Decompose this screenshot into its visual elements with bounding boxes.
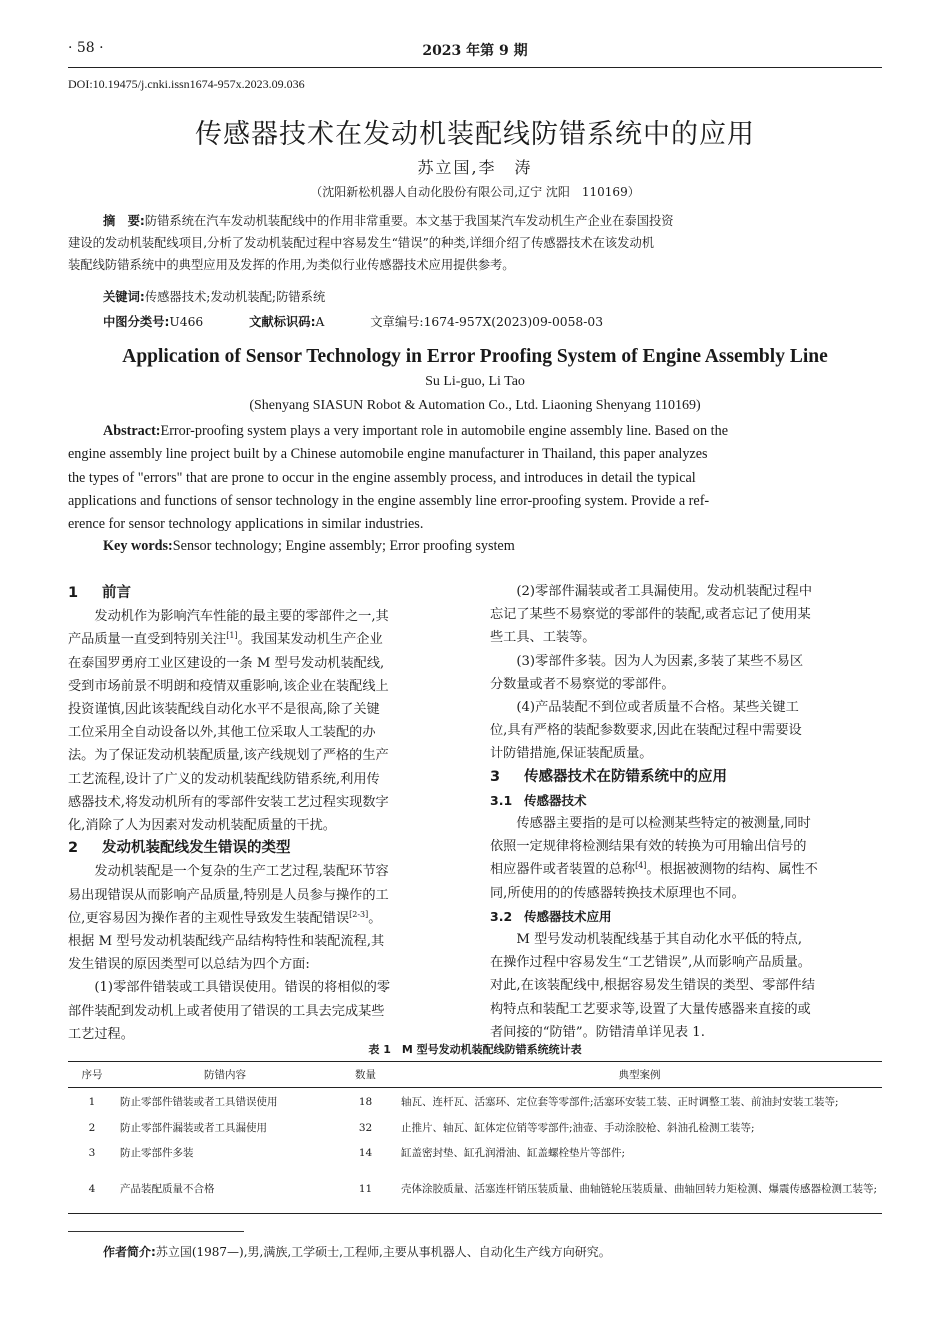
table-cell: 缸盖密封垫、缸孔润滑油、缸盖螺栓垫片等部件; [401,1147,626,1159]
list-item-line: 分数量或者不易察觉的零部件。 [490,676,675,692]
paragraph-line: 同,所使用的的传感器转换技术原理也不同。 [490,885,745,901]
table-row [68,1116,882,1141]
affiliation-cn: （沈阳新松机器人自动化股份有限公司,辽宁 沈阳 110169） [310,185,640,199]
section-1-heading [68,582,460,605]
keywords-cn-label: 关键词: [103,290,145,304]
authors-en: Su Li-guo, Li Tao [425,374,525,389]
doc-code-value: A [315,315,325,329]
table-cell: 18 [358,1095,373,1108]
paragraph-line: 法。为了保证发动机装配质量,该产线规划了严格的生产 [68,748,389,764]
section-3-1-title: 传感器技术 [524,792,587,808]
paragraph-line: 投资谨慎,因此该装配线自动化水平不是很高,除了关键 [68,702,380,717]
running-header [68,40,882,62]
paragraph-line: 传感器主要指的是可以检测某些特定的被测量,同时 [516,816,811,831]
table-cell: 2 [88,1122,96,1134]
citation-ref: [4] [635,861,647,871]
table-row [68,1141,882,1166]
section-3-2-title: 传感器技术应用 [524,908,612,924]
table-header-cell: 序号 [68,1062,116,1088]
affiliation-en: (Shenyang SIASUN Robot & Automation Co., Ltd. Liaoning Shenyang 110169) [249,398,701,413]
section-2-number: 2 [68,840,79,857]
table-cell: 产品装配质量不合格 [116,1166,334,1214]
keywords-cn [103,287,325,305]
abstract-cn-line: 建设的发动机装配线项目,分析了发动机装配过程中容易发生“错误”的种类,详细介绍了传感器技术在该发动机 [68,236,655,250]
abstract-cn-line: 装配线防错系统中的典型应用及发挥的作用,为类似行业传感器技术应用提供参考。 [68,258,515,272]
abstract-cn-line: 防错系统在汽车发动机装配线中的作用非常重要。本文基于我国某汽车发动机生产企业在泰国投资 [144,214,674,228]
doc-code-label: 文献标识码: [249,315,316,329]
doi: DOI:10.19475/j.cnki.issn1674-957x.2023.09.036 [68,77,305,91]
footnote-text: 苏立国(1987—),男,满族,工学硕士,工程师,主要从事机器人、自动化生产线方向研究。 [155,1245,611,1259]
paragraph-line: 发动机作为影响汽车性能的最主要的零部件之一,其 [94,609,389,625]
list-item-line: (4)产品装配不到位或者质量不合格。某些关键工 [516,700,799,716]
abstract-en [68,420,882,536]
title-en: Application of Sensor Technology in Error Proofing System of Engine Assembly Line [122,346,828,367]
footnote-label: 作者简介: [103,1245,156,1259]
table-cell: 壳体涂胶质量、活塞连杆销压装质量、曲轴链轮压装质量、曲轴回转力矩检测、爆震传感器检测工装等; [397,1166,882,1214]
paragraph-line: 构特点和装配工艺要求等,设置了大量传感器来直接的或 [490,1001,811,1017]
paragraph-line: 位,更容易因为操作者的主观性导致发生装配错误[2-3]。 [68,909,382,926]
paragraph-line: 依照一定规律将检测结果有效的转换为可用输出信号的 [490,839,807,855]
abstract-en-line: the types of "errors" that are prone to occur in the engine assembly process, and introduces in detail the typical [68,469,696,486]
paragraph-line: 受到市场前景不明朗和疫情双重影响,该企业在装配线上 [68,678,389,694]
keywords-en [103,538,515,555]
citation-ref: [2-3] [349,909,369,919]
table-cell: 防止零部件多装 [120,1147,194,1159]
section-3-1-heading [490,789,882,812]
section-3-2-number: 3.2 [490,908,513,924]
list-item-line: (3)零部件多装。因为人为因素,多装了某些不易区 [516,653,804,669]
abstract-en-line: erence for sensor technology applications in similar industries. [68,516,424,533]
section-3-1-number: 3.1 [490,792,513,808]
paragraph-line: 者间接的“防错”。防错清单详见表 1. [490,1024,705,1040]
table-cell: 14 [358,1147,373,1159]
section-2-title: 发动机装配线发生错误的类型 [102,840,291,857]
header-rule [68,67,882,68]
title-cn: 传感器技术在发动机装配线防错系统中的应用 [195,119,755,150]
paragraph-line: 感器技术,将发动机所有的零部件安装工艺过程实现数字 [68,794,389,810]
table-row [68,1166,882,1214]
classification-line [103,312,603,330]
list-item-line: 计防错措施,保证装配质量。 [490,746,653,762]
section-3-title: 传感器技术在防错系统中的应用 [524,768,727,785]
authors-cn: 苏立国,李 涛 [417,158,533,177]
abstract-en-line: applications and functions of sensor technology in the engine assembly line error-proofing system. Provide a ref- [68,492,710,509]
paragraph-line: 在泰国罗勇府工业区建设的一条 M 型号发动机装配线, [68,655,385,671]
section-1-title: 前言 [102,585,131,601]
keywords-en-text: Sensor technology; Engine assembly; Error proofing system [172,538,515,554]
table-header-row [68,1062,882,1088]
table-cell: 止推片、轴瓦、缸体定位销等零部件;油壶、手动涂胶枪、斜油孔检测工装等; [401,1122,755,1134]
right-column [490,580,882,1044]
page-number: · 58 · [68,40,104,56]
list-item-line: (2)零部件漏装或者工具漏使用。发动机装配过程中 [516,584,813,599]
paragraph-line: 对此,在该装配线中,根据容易发生错误的类型、零部件结 [490,978,815,994]
table-row [68,1088,882,1116]
table-cell: 32 [358,1122,373,1134]
paragraph-line: M 型号发动机装配线基于其自动化水平低的特点, [516,932,803,947]
paragraph-line: 根据 M 型号发动机装配线产品结构特性和装配流程,其 [68,934,385,950]
section-3-2-heading [490,905,882,928]
paragraph-line: 相应器件或者装置的总称[4]。根据被测物的结构、属性不 [490,861,818,878]
journal-issue: 2023 年第 9 期 [422,43,528,59]
clc-label: 中图分类号: [103,315,170,329]
list-item-line: 工艺过程。 [68,1026,134,1042]
paragraph-line: 工艺流程,设计了广义的发动机装配线防错系统,利用传 [68,771,380,787]
paragraph-line: 易出现错误从而影响产品质量,特别是人员参与操作的工 [68,887,389,903]
section-1-number: 1 [68,585,79,601]
paragraph-line: 产品质量一直受到特别关注[1]。我国某发动机生产企业 [68,631,383,648]
section-3-number: 3 [490,768,501,785]
footnote-rule [68,1231,244,1232]
table-cell: 11 [334,1166,397,1214]
table-cell: 3 [88,1147,96,1159]
paragraph-line: 化,消除了人为因素对发动机装配质量的干扰。 [68,818,336,834]
table-caption: 表 1 M 型号发动机装配线防错系统统计表 [368,1043,582,1056]
abstract-cn-label: 摘 要: [103,214,145,228]
table-cell: 防止零部件漏装或者工具漏使用 [120,1122,267,1134]
table-cell: 1 [88,1095,96,1108]
section-3-heading [490,766,882,789]
list-item-line: 忘记了某些不易察觉的零部件的装配,或者忘记了使用某 [490,607,811,623]
table-cell: 防止零部件错装或者工具错误使用 [120,1095,278,1108]
table-header-cell: 典型案例 [397,1062,882,1088]
list-item-line: 部件装配到发动机上或者使用了错误的工具去完成某些 [68,1003,385,1019]
table-cell: 轴瓦、连杆瓦、活塞环、定位套等零部件;活塞环安装工装、正时调整工装、前油封安装工装等; [401,1095,839,1108]
keywords-en-label: Key words: [103,538,173,554]
paragraph-line: 工位采用全自动设备以外,其他工位采取人工装配的办 [68,725,376,741]
list-item-line: 位,具有严格的装配参数要求,因此在装配过程中需要设 [490,723,802,739]
clc-value: U466 [169,315,204,329]
author-footnote [103,1243,611,1260]
article-number-value: 1674-957X(2023)09-0058-03 [423,315,604,329]
list-item-line: 些工具、工装等。 [490,630,596,646]
section-2-heading [68,837,460,860]
keywords-cn-text: 传感器技术;发动机装配;防错系统 [144,290,326,304]
table-cell: 4 [68,1166,116,1214]
table-header-cell: 防错内容 [116,1062,334,1088]
list-item-line: (1)零部件错装或工具错误使用。错误的将相似的零 [94,980,391,996]
abstract-en-line: engine assembly line project built by a Chinese automobile engine manufacturer in Thailand, this paper analyzes [68,446,708,463]
table-header-cell: 数量 [334,1062,397,1088]
paragraph-line: 在操作过程中容易发生“工艺错误”,从而影响产品质量。 [490,955,811,971]
error-proofing-table [68,1061,882,1214]
article-number-label: 文章编号: [370,315,424,329]
abstract-en-line: Error-proofing system plays a very important role in automobile engine assembly line. Based on the [160,423,729,439]
abstract-en-label: Abstract: [103,423,161,439]
left-column [68,582,460,1046]
abstract-cn [68,210,882,276]
paragraph-line: 发生错误的原因类型可以总结为四个方面: [68,957,310,973]
citation-ref: [1] [226,631,238,641]
paragraph-line: 发动机装配是一个复杂的生产工艺过程,装配环节容 [94,864,389,880]
